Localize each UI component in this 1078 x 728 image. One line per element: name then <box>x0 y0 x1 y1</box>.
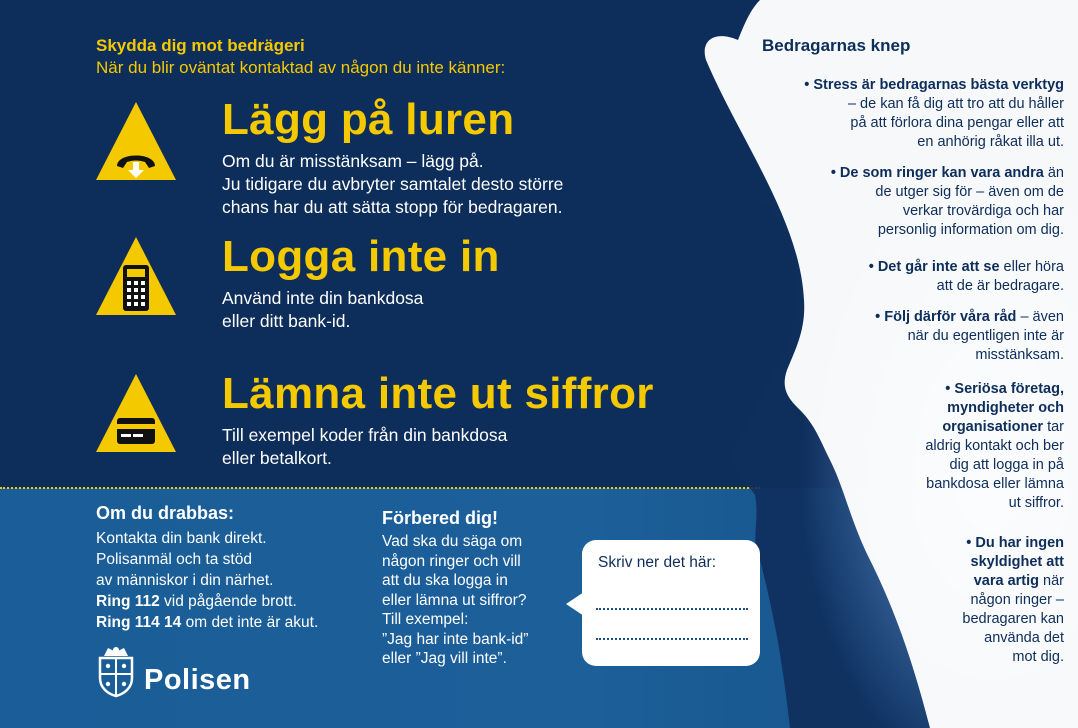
police-logo-text: Polisen <box>144 664 251 696</box>
prepare-heading: Förbered dig! <box>382 508 498 528</box>
sidebar-item: • Seriösa företag, myndigheter och organisationer tar aldrig kontakt och ber dig att logga in på bankdosa eller lämna ut siffror. <box>925 381 1064 511</box>
sidebar-item: • Stress är bedragarnas bästa verktyg – de kan få dig att tro att du håller på att förlora dina pengar eller att en anhörig råkat illa ut. <box>804 77 1064 150</box>
page-title: Skydda dig mot bedrägeri <box>96 36 305 55</box>
tip-text-dont-log-in: Använd inte din bankdosa eller ditt bank-id. <box>222 288 424 331</box>
sidebar-item: • Följ därför våra råd – även när du egentligen inte är misstänksam. <box>875 309 1064 363</box>
page-subtitle: När du blir oväntat kontaktad av någon du inte känner: <box>96 58 506 77</box>
tip-text-dont-give-digits: Till exempel koder från din bankdosa eller betalkort. <box>222 425 508 468</box>
note-label: Skriv ner det här: <box>598 554 717 571</box>
police-emblem-logo <box>94 642 138 698</box>
sidebar-item: • Det går inte att se eller höra att de är bedragare. <box>868 259 1064 294</box>
if-affected-text: Kontakta din bank direkt. Polisanmäl och ta stöd av människor i din närhet. Ring 112 vid pågående brott. Ring 114 14 om det inte är akut. <box>96 530 319 631</box>
prepare-text: Vad ska du säga om någon ringer och vill att du ska logga in eller lämna ut siffror? Till exempel: ”Jag har inte bank-id” eller ”Jag vill inte”. <box>382 533 529 667</box>
tip-heading-hang-up: Lägg på luren <box>222 95 515 144</box>
bank-token-icon <box>95 235 177 317</box>
phone-hangup-icon <box>95 100 177 182</box>
sidebar-item: • De som ringer kan vara andra än de utger sig för – även om de verkar trovärdiga och har personlig information om dig. <box>830 165 1064 238</box>
tip-text-hang-up: Om du är misstänksam – lägg på. Ju tidigare du avbryter samtalet desto större chans har du att sätta stopp för bedragaren. <box>222 151 564 217</box>
card-icon <box>95 372 177 454</box>
sidebar-item: • Du har ingen skyldighet att vara artig när någon ringer – bedragaren kan använda det mot dig. <box>962 535 1064 665</box>
sidebar-title: Bedragarnas knep <box>762 36 911 55</box>
tip-heading-dont-give-digits: Lämna inte ut siffror <box>222 369 654 418</box>
if-affected-heading: Om du drabbas: <box>96 503 235 523</box>
tip-heading-dont-log-in: Logga inte in <box>222 232 500 281</box>
